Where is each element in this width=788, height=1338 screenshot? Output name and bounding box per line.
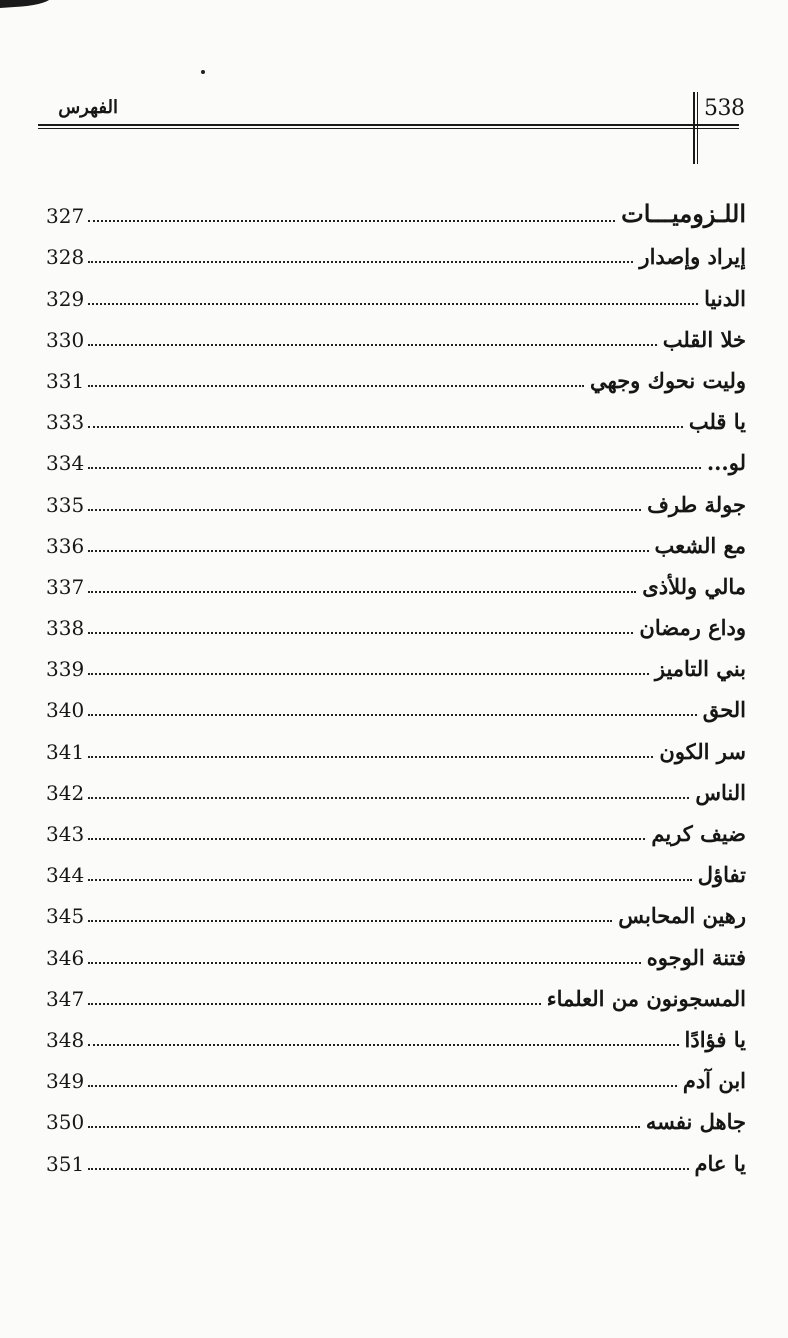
toc-entry-title: مالي وللأذى — [642, 573, 746, 599]
toc-entry — [46, 804, 746, 845]
stray-ink-dot — [201, 70, 205, 74]
toc-entry — [46, 763, 746, 804]
dot-leader — [88, 426, 683, 428]
toc-entry-title: الحق — [702, 697, 746, 723]
toc-entry-page: 330 — [46, 327, 85, 352]
toc-entry-title: يا قلب — [688, 409, 746, 435]
dot-leader — [88, 756, 653, 758]
toc-entry-page: 335 — [46, 492, 85, 517]
toc-entry — [46, 886, 746, 927]
toc-entry — [46, 474, 746, 515]
toc-entry-title: وداع رمضان — [639, 615, 746, 641]
dot-leader — [88, 1168, 689, 1170]
toc-entry — [46, 310, 746, 351]
dot-leader — [88, 1085, 677, 1087]
toc-entry-page: 345 — [46, 904, 85, 929]
toc-entry-page: 331 — [46, 368, 85, 393]
toc-entry — [46, 598, 746, 639]
dot-leader — [88, 797, 689, 799]
toc-entry-page: 343 — [46, 822, 85, 846]
toc-entry-page: 327 — [46, 204, 85, 229]
header-rule — [38, 124, 739, 126]
toc-entry-title: الدنيا — [704, 285, 746, 311]
toc-entry-page: 341 — [46, 739, 85, 764]
toc-entry-title: يا عام — [694, 1150, 746, 1176]
running-header-title: الفهرس — [58, 97, 118, 118]
toc-entry-page: 337 — [46, 574, 85, 599]
dot-leader — [88, 467, 701, 469]
toc-entry-title: جولة طرف — [647, 491, 746, 517]
table-of-contents — [46, 186, 746, 1175]
toc-entry-title: رهين المحابس — [618, 903, 746, 929]
header-vertical-rule — [693, 92, 695, 164]
dot-leader — [88, 344, 657, 346]
toc-entry — [46, 721, 746, 762]
toc-entry-title: تفاؤل — [697, 862, 746, 888]
toc-entry — [46, 1051, 746, 1092]
dot-leader — [88, 838, 645, 840]
dot-leader — [88, 673, 649, 675]
toc-entry — [46, 557, 746, 598]
toc-entry-title: جاهل نفسه — [645, 1109, 746, 1135]
toc-entry — [46, 1010, 746, 1051]
toc-section-heading — [46, 186, 746, 227]
dot-leader — [88, 550, 649, 552]
toc-entry — [46, 927, 746, 968]
toc-entry-title: المسجونون من العلماء — [546, 985, 746, 1011]
toc-entry-page: 344 — [46, 863, 85, 888]
toc-entry-title: خلا القلب — [662, 326, 746, 352]
dot-leader — [88, 261, 633, 263]
toc-entry-title: إيراد وإصدار — [639, 244, 746, 270]
toc-entry-page: 329 — [46, 286, 85, 311]
dot-leader — [88, 714, 697, 716]
dot-leader — [88, 303, 698, 305]
toc-entry-title: اللـزوميـــات — [621, 199, 746, 229]
toc-entry-page: 339 — [46, 657, 85, 682]
toc-entry — [46, 680, 746, 721]
toc-entry — [46, 969, 746, 1010]
toc-entry-title: مع الشعب — [654, 532, 746, 558]
header-rule-secondary — [38, 128, 739, 129]
toc-entry-title: فتنة الوجوه — [646, 944, 746, 970]
toc-entry-page: 349 — [46, 1069, 85, 1094]
toc-entry-title: ضيف كريم — [651, 821, 746, 846]
toc-entry-page: 350 — [46, 1110, 85, 1135]
toc-entry-title: الناس — [695, 779, 746, 805]
toc-entry — [46, 1133, 746, 1174]
toc-entry-page: 338 — [46, 616, 85, 641]
toc-entry — [46, 433, 746, 474]
header-vertical-rule-secondary — [697, 92, 698, 164]
dot-leader — [88, 385, 584, 387]
dot-leader — [88, 962, 641, 964]
scan-corner-mark — [0, 0, 52, 8]
toc-entry-title: سر الكون — [659, 738, 746, 764]
dot-leader — [88, 591, 636, 593]
dot-leader — [88, 1003, 541, 1005]
toc-entry-page: 348 — [46, 1027, 85, 1052]
toc-entry — [46, 1092, 746, 1133]
dot-leader — [88, 220, 615, 222]
toc-entry-page: 342 — [46, 780, 85, 805]
toc-entry-page: 333 — [46, 410, 85, 435]
dot-leader — [88, 1044, 679, 1046]
toc-entry — [46, 351, 746, 392]
toc-entry-page: 346 — [46, 945, 85, 970]
toc-entry — [46, 392, 746, 433]
toc-entry-title: وليت نحوك وجهي — [590, 367, 746, 393]
toc-entry-title: لو... — [706, 450, 746, 476]
toc-entry — [46, 639, 746, 680]
dot-leader — [88, 920, 612, 922]
toc-entry-title: ابن آدم — [682, 1068, 746, 1094]
dot-leader — [88, 632, 633, 634]
toc-entry-page: 334 — [46, 451, 85, 476]
toc-entry-page: 347 — [46, 986, 85, 1011]
page-number: 538 — [704, 96, 745, 121]
dot-leader — [88, 879, 692, 881]
toc-entry-title: يا فؤادًا — [684, 1026, 746, 1052]
toc-entry — [46, 845, 746, 886]
toc-entry-page: 340 — [46, 698, 85, 723]
toc-entry — [46, 268, 746, 309]
toc-entry — [46, 516, 746, 557]
toc-entry — [46, 227, 746, 268]
toc-entry-page: 328 — [46, 245, 85, 270]
toc-entry-title: بني التاميز — [654, 656, 746, 682]
toc-entry-page: 351 — [46, 1151, 85, 1176]
dot-leader — [88, 509, 641, 511]
dot-leader — [88, 1126, 640, 1128]
toc-entry-page: 336 — [46, 533, 85, 558]
